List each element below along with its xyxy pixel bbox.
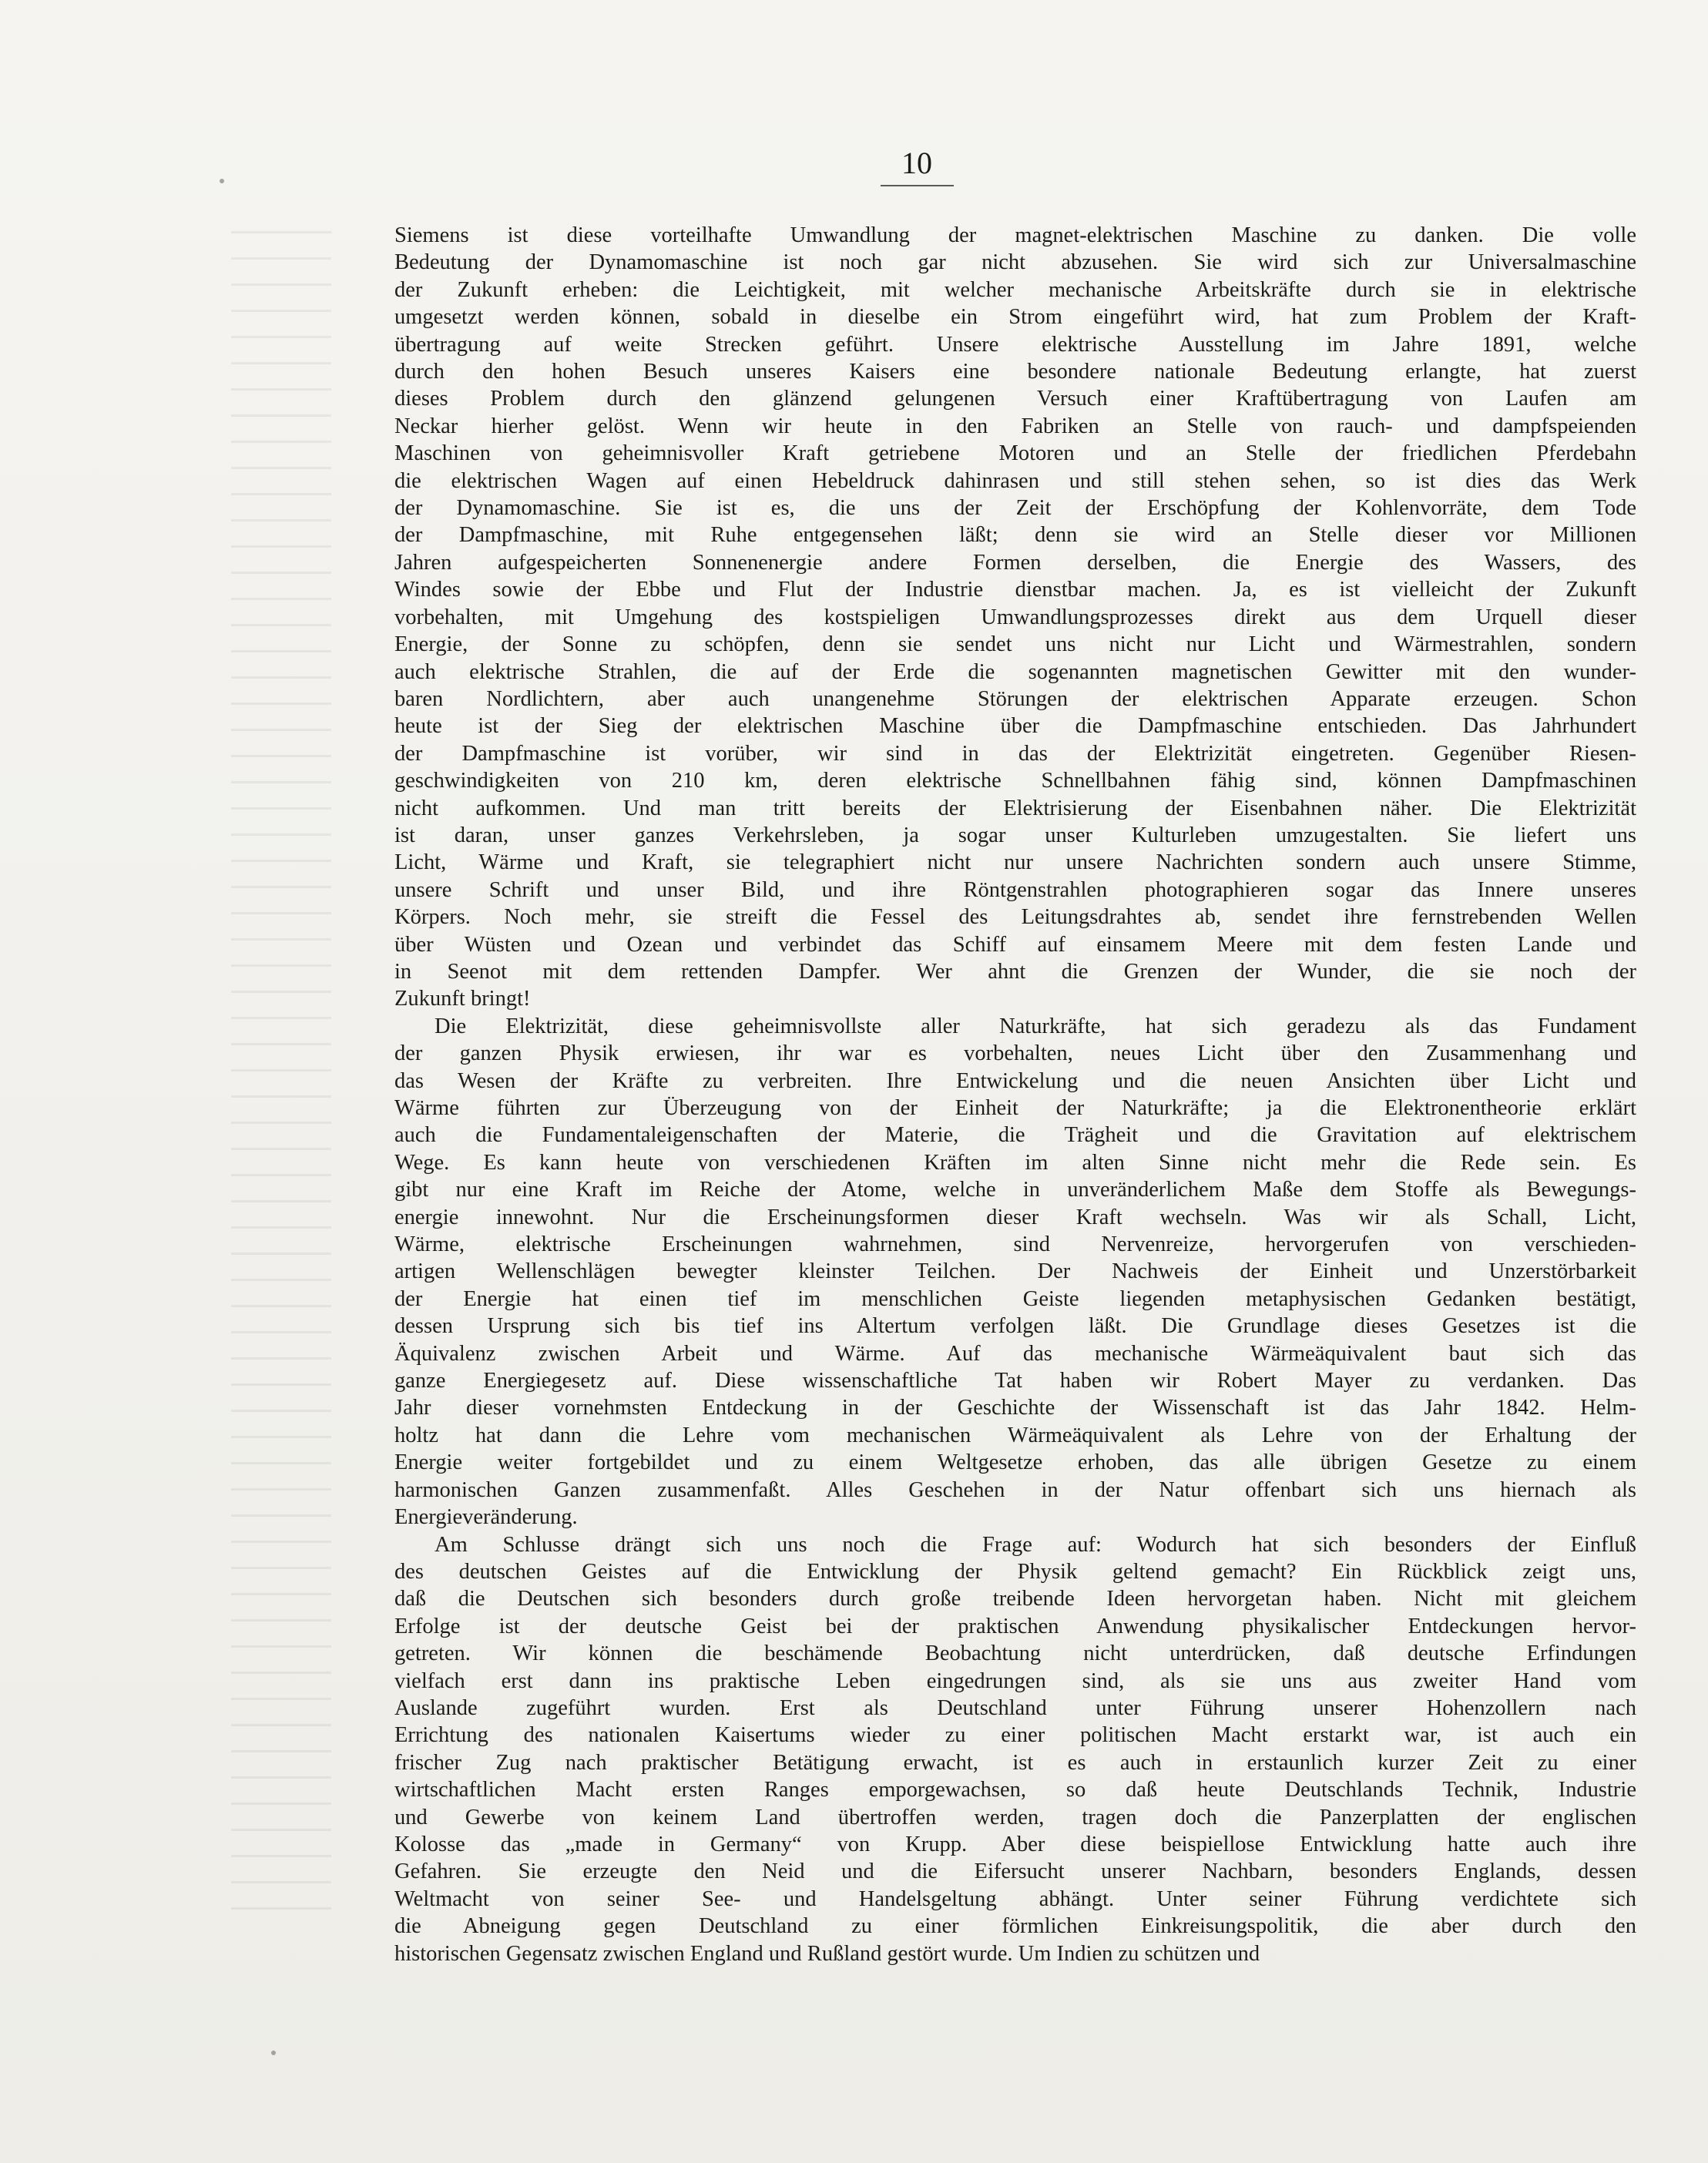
text-line: des deutschen Geistes auf die Entwicklung der Physik geltend gemacht? Ein Rückblick zeigt uns,	[394, 1559, 1636, 1584]
text-line: Wege. Es kann heute von verschiedenen Kräften im alten Sinne nicht mehr die Rede sein. Es	[394, 1150, 1636, 1175]
text-line: Körpers. Noch mehr, sie streift die Fessel des Leitungsdrahtes ab, sendet ihre fernstrebenden Wellen	[394, 905, 1636, 930]
page-number-underline	[881, 185, 954, 186]
text-line: durch den hohen Besuch unseres Kaisers eine besondere nationale Bedeutung erlangte, hat zuerst	[394, 360, 1636, 384]
text-line: Wärme führten zur Überzeugung von der Einheit der Naturkräfte; ja die Elektronentheorie erklärt	[394, 1096, 1636, 1120]
text-line: übertragung auf weite Strecken geführt. Unsere elektrische Ausstellung im Jahre 1891, welche	[394, 332, 1636, 357]
text-line: das Wesen der Kräfte zu verbreiten. Ihre Entwickelung und die neuen Ansichten über Licht und	[394, 1068, 1636, 1093]
text-line: wirtschaftlichen Macht ersten Ranges emporgewachsen, so daß heute Deutschlands Technik, Industrie	[394, 1778, 1636, 1802]
text-line: Siemens ist diese vorteilhafte Umwandlung der magnet-elektrischen Maschine zu danken. Die volle	[394, 223, 1636, 247]
text-line: Windes sowie der Ebbe und Flut der Industrie dienstbar machen. Ja, es ist vielleicht der Zukunft	[394, 578, 1636, 602]
text-line: Energieveränderung.	[394, 1505, 578, 1530]
text-line: der Dynamomaschine. Sie ist es, die uns der Zeit der Erschöpfung der Kohlenvorräte, dem Tode	[394, 496, 1636, 521]
text-line: dessen Ursprung sich bis tief ins Altertum verfolgen läßt. Die Grundlage dieses Gesetzes ist die	[394, 1314, 1636, 1339]
text-line: der Dampfmaschine ist vorüber, wir sind in das der Elektrizität eingetreten. Gegenüber Riesen-	[394, 741, 1636, 766]
text-line: auch elektrische Strahlen, die auf der Erde die sogenannten magnetischen Gewitter mit den wunder-	[394, 659, 1636, 684]
text-line: Errichtung des nationalen Kaisertums wieder zu einer politischen Macht erstarkt war, ist auch ein	[394, 1723, 1636, 1748]
text-line: in Seenot mit dem rettenden Dampfer. Wer ahnt die Grenzen der Wunder, die sie noch der	[394, 959, 1636, 984]
page-number: 10	[901, 146, 932, 180]
text-line: der Energie hat einen tief im menschlichen Geiste liegenden metaphysischen Gedanken bestätigt,	[394, 1286, 1636, 1311]
paragraph	[394, 1013, 1636, 1531]
text-line: Neckar hierher gelöst. Wenn wir heute in den Fabriken an Stelle von rauch- und dampfspeienden	[394, 414, 1636, 438]
text-line: Jahr dieser vornehmsten Entdeckung in der Geschichte der Wissenschaft ist das Jahr 1842. Helm-	[394, 1396, 1636, 1420]
text-line: Energie weiter fortgebildet und zu einem Weltgesetze erhoben, das alle übrigen Gesetze zu einem	[394, 1450, 1636, 1475]
paragraph	[394, 222, 1636, 1013]
text-line: geschwindigkeiten von 210 km, deren elektrische Schnellbahnen fähig sind, können Dampfmaschinen	[394, 769, 1636, 793]
text-line: auch die Fundamentaleigenschaften der Materie, die Trägheit und die Gravitation auf elektrischem	[394, 1123, 1636, 1148]
text-line: gibt nur eine Kraft im Reiche der Atome, welche in unveränderlichem Maße dem Stoffe als Bewegungs-	[394, 1178, 1636, 1202]
text-line: Auslande zugeführt wurden. Erst als Deutschland unter Führung unserer Hohenzollern nach	[394, 1695, 1636, 1720]
paper-speck	[220, 179, 224, 183]
text-line: energie innewohnt. Nur die Erscheinungsformen dieser Kraft wechseln. Was wir als Schall, Licht,	[394, 1205, 1636, 1229]
text-line: unsere Schrift und unser Bild, und ihre Röntgenstrahlen photographieren sogar das Innere unseres	[394, 877, 1636, 902]
text-line: harmonischen Ganzen zusammenfaßt. Alles Geschehen in der Natur offenbart sich uns hiernach als	[394, 1477, 1636, 1502]
text-line: Erfolge ist der deutsche Geist bei der praktischen Anwendung physikalischer Entdeckungen hervor-	[394, 1614, 1636, 1638]
text-line: vorbehalten, mit Umgehung des kostspieligen Umwandlungsprozesses direkt aus dem Urquell dieser	[394, 605, 1636, 629]
text-line: Licht, Wärme und Kraft, sie telegraphiert nicht nur unsere Nachrichten sondern auch unsere Stimme,	[394, 850, 1636, 875]
text-line: umgesetzt werden können, sobald in dieselbe ein Strom eingeführt wird, hat zum Problem der Kraft-	[394, 305, 1636, 330]
text-line: frischer Zug nach praktischer Betätigung erwacht, ist es auch in erstaunlich kurzer Zeit zu einer	[394, 1750, 1636, 1775]
text-line: heute ist der Sieg der elektrischen Maschine über die Dampfmaschine entschieden. Das Jahrhundert	[394, 714, 1636, 739]
text-line: Bedeutung der Dynamomaschine ist noch gar nicht abzusehen. Sie wird sich zur Universalmaschine	[394, 250, 1636, 275]
text-line: die Abneigung gegen Deutschland zu einer förmlichen Einkreisungspolitik, die aber durch den	[394, 1914, 1636, 1939]
text-line: der ganzen Physik erwiesen, ihr war es vorbehalten, neues Licht über den Zusammenhang und	[394, 1041, 1636, 1066]
text-line: und Gewerbe von keinem Land übertroffen werden, tragen doch die Panzerplatten der englischen	[394, 1805, 1636, 1829]
text-line: der Dampfmaschine, mit Ruhe entgegensehen läßt; denn sie wird an Stelle dieser vor Millionen	[394, 523, 1636, 548]
text-line: Weltmacht von seiner See- und Handelsgeltung abhängt. Unter seiner Führung verdichtete sich	[394, 1886, 1636, 1911]
text-line: nicht aufkommen. Und man tritt bereits der Elektrisierung der Eisenbahnen näher. Die Elektrizität	[394, 796, 1636, 820]
text-line: Äquivalenz zwischen Arbeit und Wärme. Auf das mechanische Wärmeäquivalent baut sich das	[394, 1341, 1636, 1366]
text-line: artigen Wellenschlägen bewegter kleinster Teilchen. Der Nachweis der Einheit und Unzerstörbarkeit	[394, 1259, 1636, 1284]
text-line: Die Elektrizität, diese geheimnisvollste aller Naturkräfte, hat sich geradezu als das Fundament	[435, 1014, 1636, 1038]
text-line: ist daran, unser ganzes Verkehrsleben, ja sogar unser Kulturleben umzugestalten. Sie liefert uns	[394, 823, 1636, 847]
text-line: historischen Gegensatz zwischen England und Rußland gestört wurde. Um Indien zu schützen und	[394, 1941, 1260, 1966]
text-line: Jahren aufgespeicherten Sonnenenergie andere Formen derselben, die Energie des Wassers, des	[394, 550, 1636, 575]
text-line: dieses Problem durch den glänzend gelungenen Versuch einer Kraftübertragung von Laufen am	[394, 387, 1636, 411]
paper-speck	[271, 2051, 276, 2055]
text-line: Am Schlusse drängt sich uns noch die Frage auf: Wodurch hat sich besonders der Einfluß	[435, 1532, 1636, 1557]
text-line: holtz hat dann die Lehre vom mechanischen Wärmeäquivalent als Lehre von der Erhaltung der	[394, 1423, 1636, 1447]
text-line: die elektrischen Wagen auf einen Hebeldruck dahinrasen und still stehen sehen, so ist dies das Werk	[394, 468, 1636, 493]
body-text	[394, 222, 1636, 1967]
text-line: Kolosse das „made in Germany“ von Krupp. Aber diese beispiellose Entwicklung hatte auch ihre	[394, 1832, 1636, 1856]
text-line: daß die Deutschen sich besonders durch große treibende Ideen hervorgetan haben. Nicht mit gleichem	[394, 1587, 1636, 1611]
paragraph	[394, 1531, 1636, 1968]
bleed-through-texture	[231, 231, 331, 1926]
text-line: Maschinen von geheimnisvoller Kraft getriebene Motoren und an Stelle der friedlichen Pferdebahn	[394, 441, 1636, 466]
text-line: vielfach erst dann ins praktische Leben eingedrungen sind, als sie uns aus zweiter Hand vom	[394, 1668, 1636, 1693]
text-line: der Zukunft erheben: die Leichtigkeit, mit welcher mechanische Arbeitskräfte durch sie in elektrische	[394, 277, 1636, 302]
text-line: baren Nordlichtern, aber auch unangenehme Störungen der elektrischen Apparate erzeugen. Schon	[394, 686, 1636, 711]
text-line: Gefahren. Sie erzeugte den Neid und die Eifersucht unserer Nachbarn, besonders Englands, dessen	[394, 1860, 1636, 1884]
text-line: getreten. Wir können die beschämende Beobachtung nicht unterdrücken, daß deutsche Erfindungen	[394, 1642, 1636, 1666]
text-line: ganze Energiegesetz auf. Diese wissenschaftliche Tat haben wir Robert Mayer zu verdanken. Das	[394, 1369, 1636, 1393]
text-line: Wärme, elektrische Erscheinungen wahrnehmen, sind Nervenreize, hervorgerufen von verschieden-	[394, 1232, 1636, 1257]
text-line: Zukunft bringt!	[394, 987, 531, 1011]
text-line: über Wüsten und Ozean und verbindet das Schiff auf einsamem Meere mit dem festen Lande und	[394, 932, 1636, 957]
text-line: Energie, der Sonne zu schöpfen, denn sie sendet uns nicht nur Licht und Wärmestrahlen, sondern	[394, 632, 1636, 657]
